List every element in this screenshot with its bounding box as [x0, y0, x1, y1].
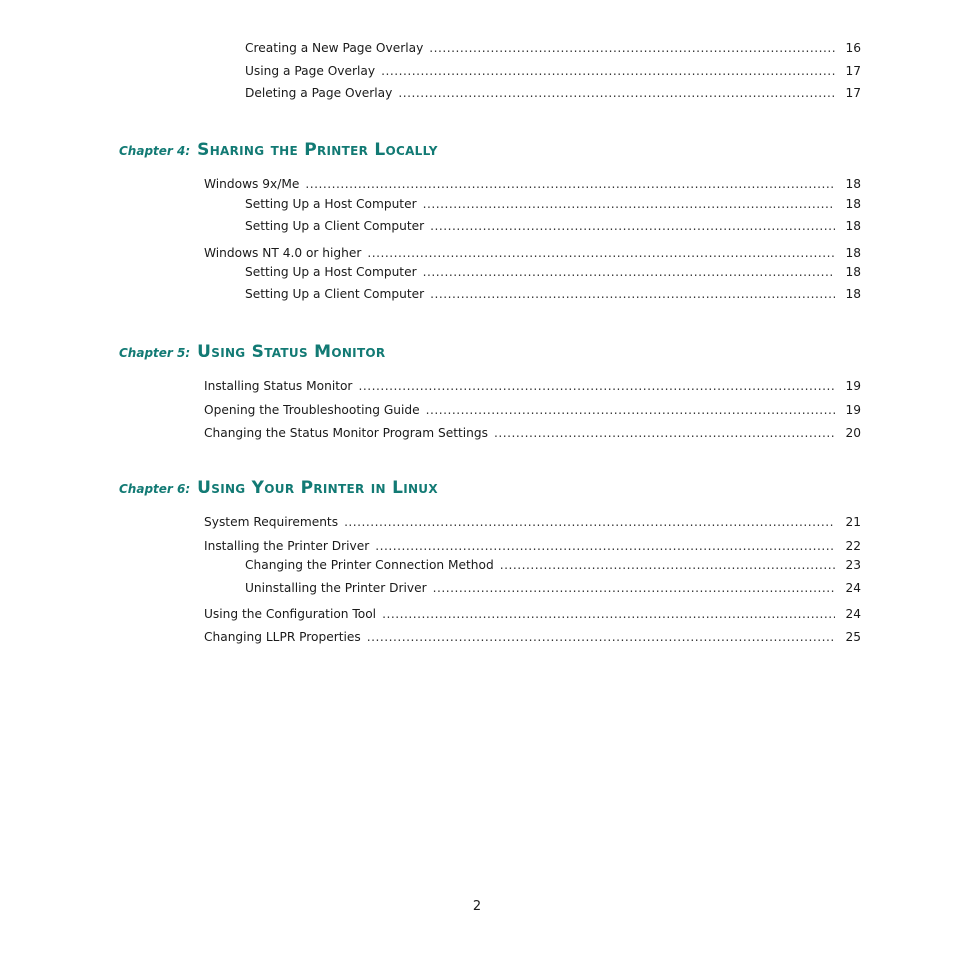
leader-dots: [398, 84, 835, 102]
leader-dots: [367, 244, 835, 262]
toc-entry-page: 24: [845, 607, 861, 621]
toc-entry-page: 18: [845, 219, 861, 233]
leader-dots: [344, 513, 835, 531]
toc-entry-page: 21: [845, 515, 861, 529]
toc-entry[interactable]: [204, 244, 861, 262]
chapter-title: Sharing the Printer Locally: [197, 140, 438, 160]
toc-entry-page: 17: [845, 64, 861, 78]
toc-entry-page: 18: [845, 265, 861, 279]
chapter-number: Chapter 4:: [119, 144, 191, 158]
chapter-heading[interactable]: [119, 342, 385, 362]
toc-entry-label: Setting Up a Client Computer: [245, 219, 425, 233]
leader-dots: [426, 401, 835, 419]
toc-entry-label: Windows NT 4.0 or higher: [204, 246, 362, 260]
toc-entry-label: Installing the Printer Driver: [204, 539, 370, 553]
toc-entry-page: 18: [845, 197, 861, 211]
toc-entry-page: 22: [845, 539, 861, 553]
toc-entry-page: 24: [845, 581, 861, 595]
toc-entry[interactable]: [245, 263, 861, 281]
leader-dots: [382, 605, 835, 623]
toc-entry[interactable]: [204, 424, 861, 442]
toc-entry-label: Deleting a Page Overlay: [245, 86, 393, 100]
toc-entry[interactable]: [204, 377, 861, 395]
leader-dots: [500, 556, 835, 574]
chapter-heading[interactable]: [119, 478, 438, 498]
chapter-number: Chapter 6:: [119, 482, 191, 496]
toc-entry-page: 18: [845, 177, 861, 191]
toc-entry[interactable]: [204, 513, 861, 531]
chapter-title: Using Status Monitor: [197, 342, 386, 362]
toc-entry-page: 16: [845, 41, 861, 55]
toc-entry-label: Opening the Troubleshooting Guide: [204, 403, 420, 417]
page-number: 2: [472, 899, 482, 914]
toc-entry-page: 25: [845, 630, 861, 644]
toc-entry-label: Creating a New Page Overlay: [245, 41, 424, 55]
toc-entry-label: Setting Up a Client Computer: [245, 287, 425, 301]
leader-dots: [305, 175, 835, 193]
leader-dots: [430, 285, 835, 303]
toc-entry-page: 23: [845, 558, 861, 572]
toc-entry-label: System Requirements: [204, 515, 339, 529]
chapter-heading[interactable]: [119, 140, 438, 160]
chapter-title: Using Your Printer in Linux: [197, 478, 438, 498]
toc-entry-label: Using a Page Overlay: [245, 64, 376, 78]
toc-entry-label: Uninstalling the Printer Driver: [245, 581, 427, 595]
toc-entry-label: Installing Status Monitor: [204, 379, 353, 393]
toc-entry-page: 20: [845, 426, 861, 440]
toc-entry-label: Changing the Printer Connection Method: [245, 558, 494, 572]
leader-dots: [429, 39, 835, 57]
toc-entry-page: 19: [845, 403, 861, 417]
leader-dots: [381, 62, 835, 80]
toc-entry[interactable]: [245, 579, 861, 597]
toc-entry-page: 19: [845, 379, 861, 393]
toc-entry-label: Using the Configuration Tool: [204, 607, 377, 621]
toc-entry[interactable]: [245, 62, 861, 80]
leader-dots: [367, 628, 835, 646]
toc-entry[interactable]: [245, 84, 861, 102]
toc-entry-label: Windows 9x/Me: [204, 177, 300, 191]
leader-dots: [423, 195, 835, 213]
toc-entry-label: Setting Up a Host Computer: [245, 197, 417, 211]
toc-entry[interactable]: [204, 537, 861, 555]
leader-dots: [433, 579, 835, 597]
toc-entry-page: 17: [845, 86, 861, 100]
toc-entry[interactable]: [245, 285, 861, 303]
toc-entry[interactable]: [204, 628, 861, 646]
toc-entry-label: Changing the Status Monitor Program Settings: [204, 426, 488, 440]
toc-entry-page: 18: [845, 287, 861, 301]
toc-entry[interactable]: [204, 401, 861, 419]
leader-dots: [375, 537, 835, 555]
toc-entry[interactable]: [245, 39, 861, 57]
toc-entry[interactable]: [245, 556, 861, 574]
leader-dots: [430, 217, 835, 235]
chapter-number: Chapter 5:: [119, 346, 191, 360]
leader-dots: [494, 424, 835, 442]
toc-entry[interactable]: [204, 605, 861, 623]
leader-dots: [358, 377, 835, 395]
toc-entry-label: Changing LLPR Properties: [204, 630, 361, 644]
toc-entry[interactable]: [245, 217, 861, 235]
toc-entry[interactable]: [245, 195, 861, 213]
leader-dots: [423, 263, 835, 281]
toc-entry-label: Setting Up a Host Computer: [245, 265, 417, 279]
toc-entry[interactable]: [204, 175, 861, 193]
toc-entry-page: 18: [845, 246, 861, 260]
